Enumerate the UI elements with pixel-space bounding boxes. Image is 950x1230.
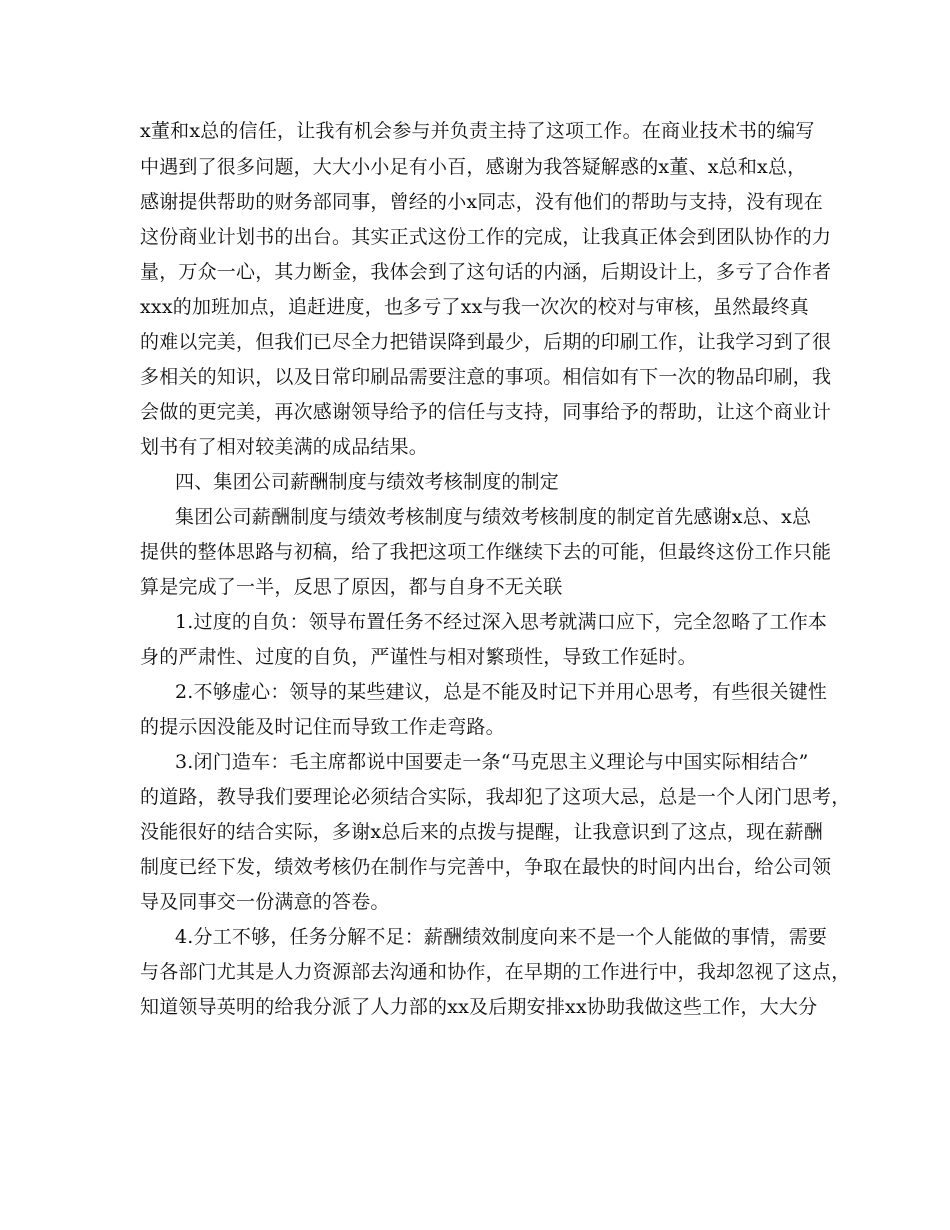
text-line-1: x董和x总的信任，让我有机会参与并负责主持了这项工作。在商业技术书的编写 xyxy=(140,120,815,142)
text-line-23: 导及同事交一份满意的答卷。 xyxy=(140,891,390,913)
text-line-5: 量，万众一心，其力断金，我体会到了这句话的内涵，后期设计上，多亏了合作者 xyxy=(140,261,832,283)
text-line-17: 2.不够虚心：领导的某些建议，总是不能及时记下并用心思考，有些很关键性 xyxy=(175,681,828,703)
text-line-25: 与各部门尤其是人力资源部去沟通和协作，在早期的工作进行中，我却忽视了这点， xyxy=(140,961,851,983)
section-heading: 四、集团公司薪酬制度与绩效考核制度的制定 xyxy=(175,471,560,493)
text-line-26: 知道领导英明的给我分派了人力部的xx及后期安排xx协助我做这些工作，大大分 xyxy=(140,996,818,1018)
text-line-14: 算是完成了一半，反思了原因，都与自身不无关联 xyxy=(140,576,563,598)
text-line-2: 中遇到了很多问题，大大小小足有小百，感谢为我答疑解惑的x董、x总和x总， xyxy=(140,156,807,178)
text-line-24: 4.分工不够，任务分解不足：薪酬绩效制度向来不是一个人能做的事情，需要 xyxy=(175,926,828,948)
text-line-13: 提供的整体思路与初稿，给了我把这项工作继续下去的可能，但最终这份工作只能 xyxy=(140,541,832,563)
text-line-15: 1.过度的自负：领导布置任务不经过深入思考就满口应下，完全忽略了工作本 xyxy=(175,611,828,633)
text-line-7: 的难以完美，但我们已尽全力把错误降到最少，后期的印刷工作，让我学习到了很 xyxy=(140,331,832,353)
text-line-6: xxx的加班加点，追赶进度，也多亏了xx与我一次次的校对与审核，虽然最终真 xyxy=(140,296,809,318)
text-line-19: 3.闭门造车：毛主席都说中国要走一条“马克思主义理论与中国实际相结合” xyxy=(175,751,809,773)
text-line-22: 制度已经下发，绩效考核仍在制作与完善中，争取在最快的时间内出台，给公司领 xyxy=(140,856,832,878)
text-line-8: 多相关的知识，以及日常印刷品需要注意的事项。相信如有下一次的物品印刷，我 xyxy=(140,366,832,388)
text-line-9: 会做的更完美，再次感谢领导给予的信任与支持，同事给予的帮助，让这个商业计 xyxy=(140,401,832,423)
text-line-4: 这份商业计划书的出台。其实正式这份工作的完成，让我真正体会到团队协作的力 xyxy=(140,226,832,248)
text-line-21: 没能很好的结合实际，多谢x总后来的点拨与提醒，让我意识到了这点，现在薪酬 xyxy=(140,821,823,843)
text-line-3: 感谢提供帮助的财务部同事，曾经的小x同志，没有他们的帮助与支持，没有现在 xyxy=(140,191,823,213)
text-line-12: 集团公司薪酬制度与绩效考核制度与绩效考核制度的制定首先感谢x总、x总 xyxy=(175,506,812,528)
text-line-18: 的提示因没能及时记住而导致工作走弯路。 xyxy=(140,716,505,738)
text-line-20: 的道路，教导我们要理论必须结合实际，我却犯了这项大忌，总是一个人闭门思考， xyxy=(140,786,851,808)
text-line-16: 身的严肃性、过度的自负，严谨性与相对繁琐性，导致工作延时。 xyxy=(140,646,697,668)
text-line-10: 划书有了相对较美满的成品结果。 xyxy=(140,436,429,458)
